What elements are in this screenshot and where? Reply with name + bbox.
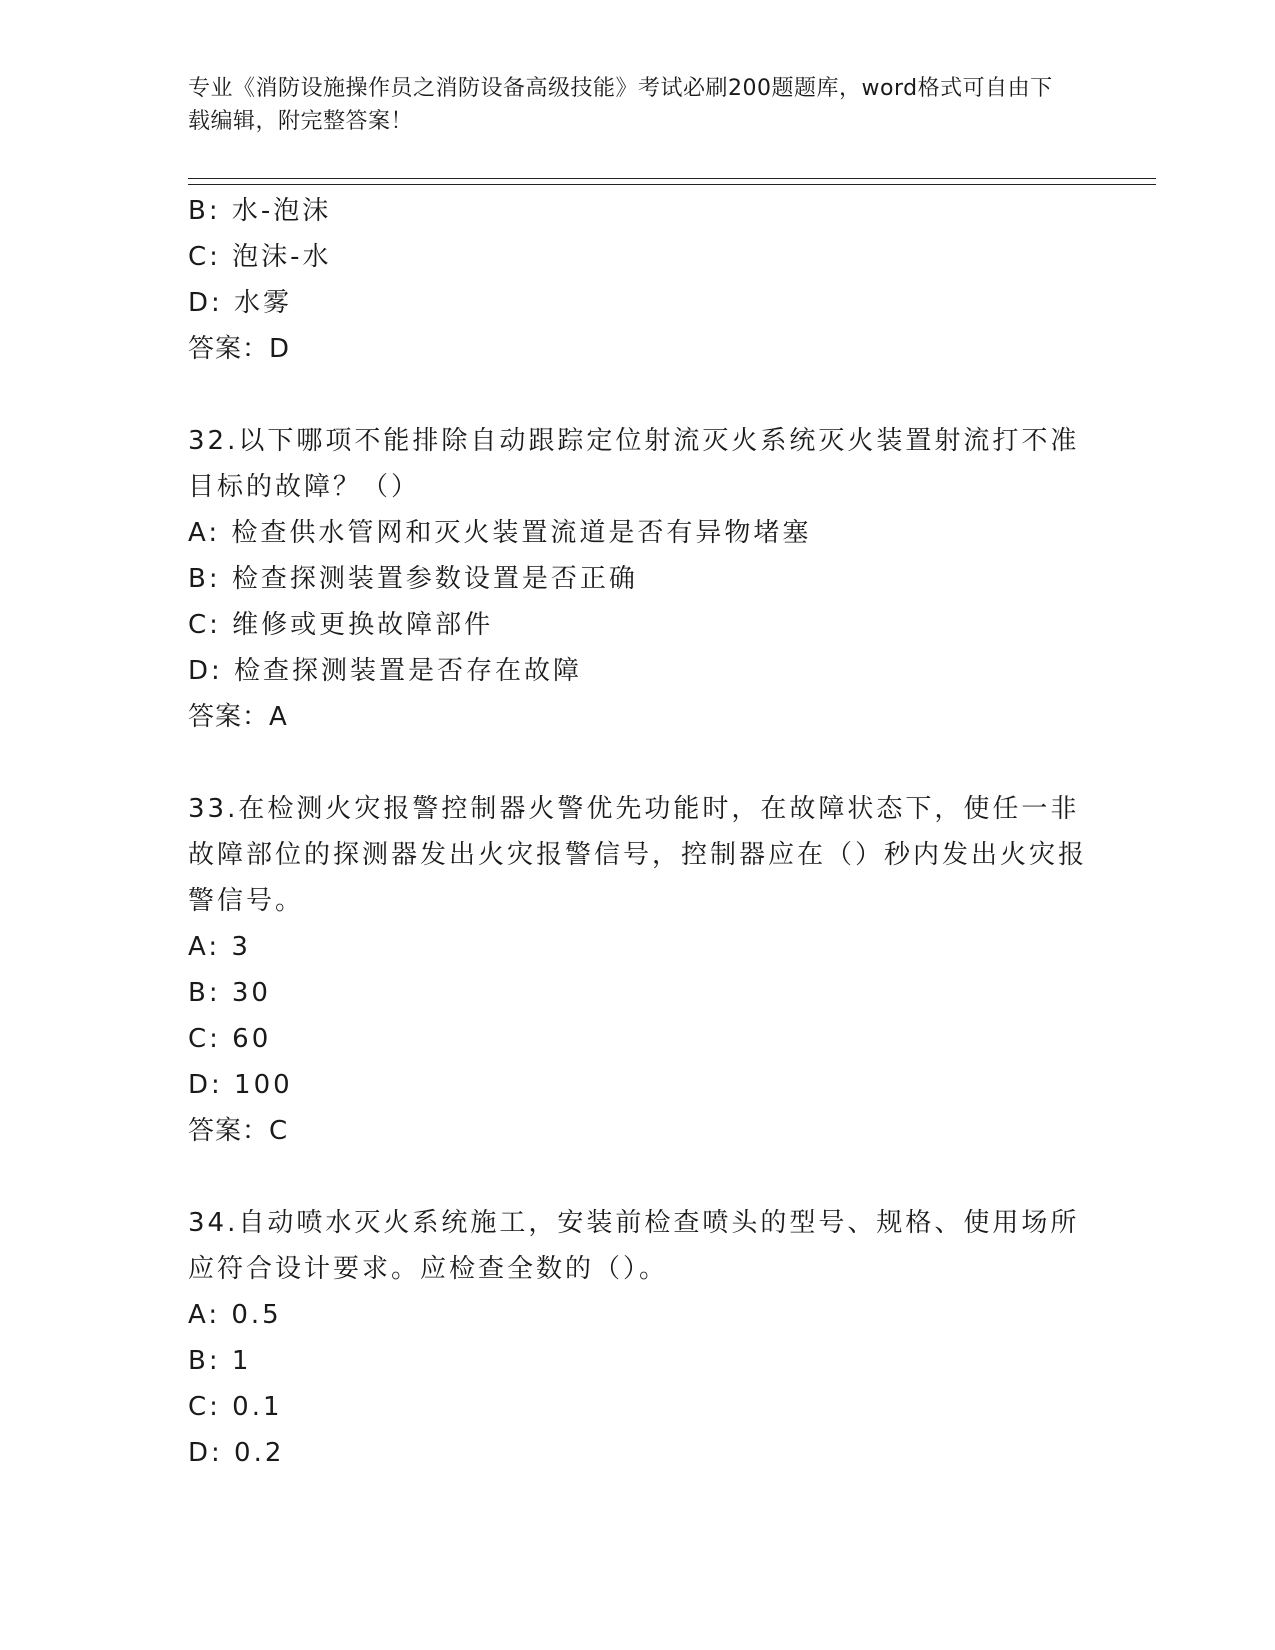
question-34: [188, 1200, 1088, 1476]
spacer: [188, 1154, 1088, 1200]
option-c: C: 60: [188, 1024, 272, 1054]
question-stem: 32.以下哪项不能排除自动跟踪定位射流灭火系统灭火装置射流打不准目标的故障？（）: [188, 426, 1080, 502]
option-b: B: 水-泡沫: [188, 196, 332, 226]
option-c: C: 泡沫-水: [188, 242, 332, 272]
question-list: [188, 188, 1088, 1476]
answer: 答案：A: [188, 702, 288, 732]
option-c: C: 0.1: [188, 1392, 283, 1422]
option-b: B: 检查探测装置参数设置是否正确: [188, 564, 638, 594]
answer: 答案：D: [188, 334, 291, 364]
option-a: A: 0.5: [188, 1300, 282, 1330]
option-a: A: 3: [188, 932, 251, 962]
option-a: A: 检查供水管网和灭火装置流道是否有异物堵塞: [188, 518, 812, 548]
question-31-continued: [188, 188, 1088, 372]
question-33: [188, 786, 1088, 1154]
answer: 答案：C: [188, 1116, 289, 1146]
spacer: [188, 372, 1088, 418]
spacer: [188, 740, 1088, 786]
option-b: B: 30: [188, 978, 271, 1008]
question-stem: 33.在检测火灾报警控制器火警优先功能时，在故障状态下，使任一非故障部位的探测器发出火灾报警信号，控制器应在（）秒内发出火灾报警信号。: [188, 794, 1088, 916]
option-d: D: 0.2: [188, 1438, 285, 1468]
header-double-rule: [188, 178, 1156, 185]
question-32: [188, 418, 1088, 740]
option-d: D: 检查探测装置是否存在故障: [188, 656, 583, 686]
option-b: B: 1: [188, 1346, 252, 1376]
option-c: C: 维修或更换故障部件: [188, 610, 494, 640]
option-d: D: 100: [188, 1070, 293, 1100]
option-d: D: 水雾: [188, 288, 293, 318]
page-header: 专业《消防设施操作员之消防设备高级技能》考试必刷200题题库，word格式可自由下载编辑，附完整答案！: [188, 76, 1053, 134]
question-stem: 34.自动喷水灭火系统施工，安装前检查喷头的型号、规格、使用场所应符合设计要求。应检查全数的（）。: [188, 1208, 1080, 1284]
